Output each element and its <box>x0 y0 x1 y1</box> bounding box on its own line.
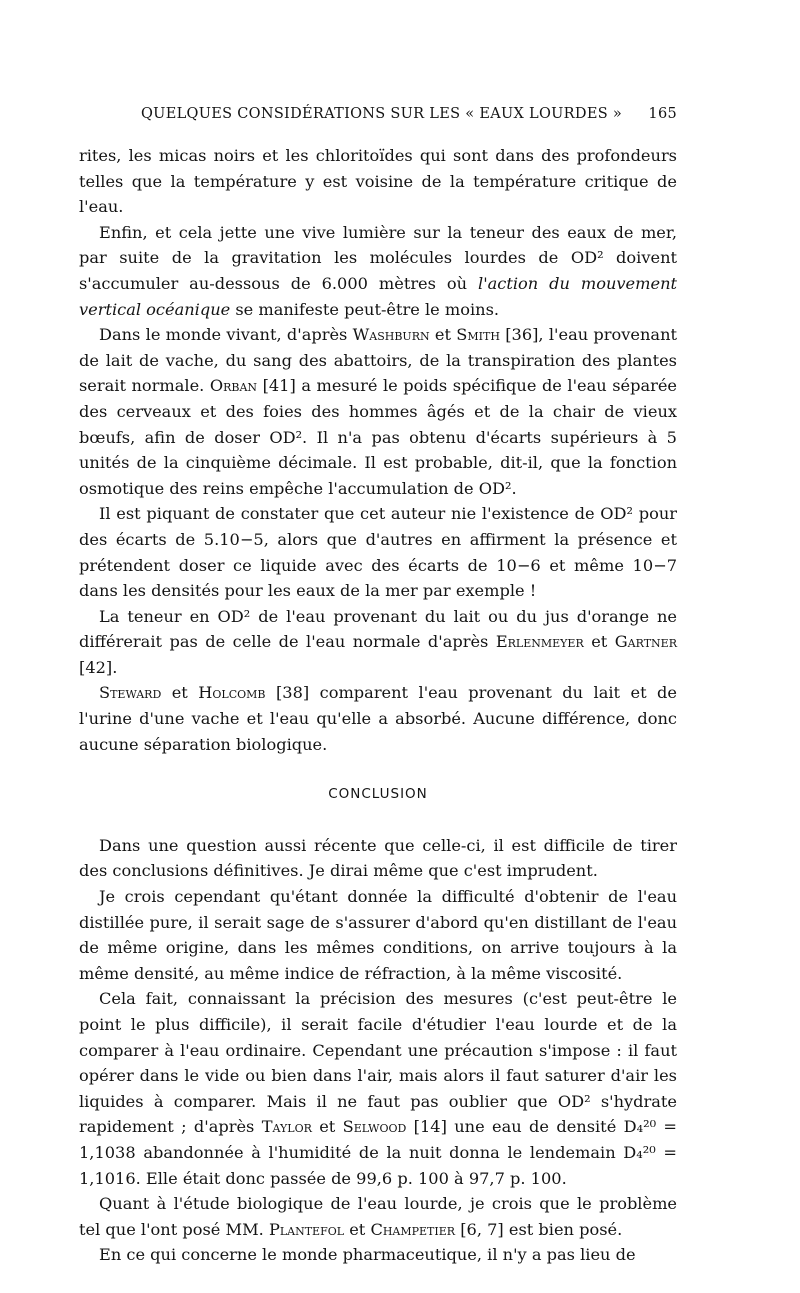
paragraph <box>79 1242 677 1268</box>
paragraph-text: Quant à l'étude biologique de l'eau lourde, je crois que le problème tel que l'ont posé MM. <box>79 1194 677 1239</box>
paragraph-text: Enfin, et cela jette une vive lumière sur la teneur des eaux de mer, par suite de la gravitation les molécules lourdes de OD² doivent s'accumuler au-dessous de 6.000 mètres où <box>79 222 677 293</box>
paragraph-text: Je crois cependant qu'étant donnée la difficulté d'obtenir de l'eau distillée pure, il serait sage de s'assurer d'abord qu'en distillant de l'eau de même origine, dans les mêmes conditions, on arrive toujours à la même densité, au même indice de réfraction, à la même viscosité. <box>79 887 677 983</box>
paragraph <box>79 220 677 322</box>
paragraph-text: Dans une question aussi récente que celle-ci, il est difficile de tirer des conclusions définitives. Je dirai même que c'est imprudent. <box>79 835 677 881</box>
author-name: Selwood <box>342 1117 407 1137</box>
paragraph <box>79 322 677 501</box>
paragraph-text: se manifeste peut-être le moins. <box>230 299 500 319</box>
paragraph-text: et <box>311 1117 343 1137</box>
author-name: Holcomb <box>198 683 266 703</box>
author-name: Champetier <box>370 1219 456 1239</box>
paragraph-text: Cela fait, connaissant la précision des mesures (c'est peut-être le point le plus difficile), il serait facile d'étudier l'eau lourde et de la comparer à l'eau ordinaire. Cependant une précaution s'impose : il faut opérer dans le vide ou bien dans l'air, mais alors il faut saturer d'air les liquides à comparer. Mais il ne faut pas oublier que OD² s'hydrate rapidement ; d'après <box>79 989 677 1137</box>
paragraph <box>79 833 677 884</box>
italic-phrase: l'action du mouvement vertical océanique <box>79 273 677 319</box>
paragraph <box>79 884 677 986</box>
paragraph-text: [36], l'eau provenant de lait de vache, du sang des abattoirs, de la transpiration des plantes serait normale. <box>79 325 677 396</box>
paragraph-text: En ce qui concerne le monde pharmaceutique, il n'y a pas lieu de <box>99 1245 636 1265</box>
author-name: Washburn <box>352 325 430 345</box>
author-name: Orban <box>209 376 258 396</box>
section-heading: CONCLUSION <box>328 786 428 803</box>
paragraph-text: et <box>583 632 615 652</box>
paragraph <box>79 680 677 757</box>
paragraph-text: Dans le monde vivant, d'après <box>99 325 353 345</box>
paragraph-text: rites, les micas noirs et les chloritoïdes qui sont dans des profondeurs telles que la température y est voisine de la température critique de l'eau. <box>79 146 677 217</box>
paragraph-text: [38] comparent l'eau provenant du lait et de l'urine d'une vache et l'eau qu'elle a absorbé. Aucune différence, donc aucune séparation biologique. <box>79 683 677 754</box>
author-name: Smith <box>456 325 500 345</box>
paragraph-text: et <box>429 325 457 345</box>
paragraph-text: [42]. <box>79 657 118 677</box>
paragraph <box>79 1191 677 1242</box>
paragraph-text: Il est piquant de constater que cet auteur nie l'existence de OD² pour des écarts de 5.10−5, alors que d'autres en affirment la présence et prétendent doser ce liquide avec des écarts de 10−6 et même 10−7 dans les densités pour les eaux de la mer par exemple ! <box>79 504 677 601</box>
paragraph <box>79 501 677 603</box>
author-name: Erlenmeyer <box>495 632 584 652</box>
paragraph-text: et <box>344 1219 371 1239</box>
paragraph <box>79 986 677 1191</box>
paragraph-text: [6, 7] est bien posé. <box>455 1219 623 1239</box>
running-title: QUELQUES CONSIDÉRATIONS SUR LES « EAUX LOURDES » <box>141 106 623 122</box>
paragraph-text: La teneur en OD² de l'eau provenant du lait ou du jus d'orange ne différerait pas de celle de l'eau normale d'après <box>79 606 677 652</box>
author-name: Taylor <box>261 1117 312 1137</box>
document-page <box>79 0 677 1293</box>
author-name: Steward <box>99 683 162 703</box>
paragraph-text: et <box>161 683 199 703</box>
paragraph <box>79 604 677 681</box>
paragraph <box>79 143 677 220</box>
author-name: Gartner <box>614 632 677 652</box>
page-number: 165 <box>648 106 677 122</box>
paragraph-text: [14] une eau de densité D₄²⁰ = 1,1038 abandonnée à l'humidité de la nuit donna le lendemain D₄²⁰ = 1,1016. Elle était donc passée de 99,6 p. 100 à 97,7 p. 100. <box>79 1117 677 1188</box>
paragraph-text: [41] a mesuré le poids spécifique de l'eau séparée des cerveaux et des foies des hommes âgés et de la chair de vieux bœufs, afin de doser OD². Il n'a pas obtenu d'écarts supérieurs à 5 unités de la cinquième décimale. Il est probable, dit-il, que la fonction osmotique des reins empêche l'accumulation de OD². <box>79 376 678 498</box>
body-text <box>79 143 677 1268</box>
author-name: Plantefol <box>268 1219 345 1239</box>
